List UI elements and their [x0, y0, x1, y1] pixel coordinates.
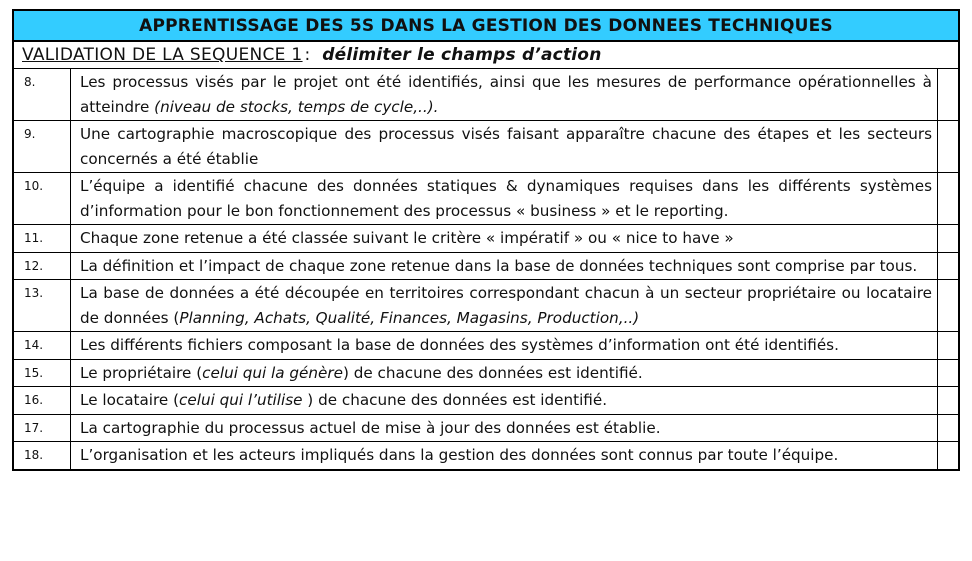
- validation-checkbox-cell[interactable]: [938, 173, 959, 225]
- criteria-row: [14, 225, 958, 253]
- validation-checkbox-cell[interactable]: [938, 252, 959, 280]
- criteria-text: [71, 225, 938, 253]
- criteria-row: [14, 442, 958, 469]
- criteria-number: 16.: [14, 387, 71, 415]
- criteria-row: [14, 414, 958, 442]
- criteria-text-segment: La base de données a été découpée en territoires correspondant chacun à un secteur propriétaire ou locataire de données (: [80, 284, 932, 327]
- criteria-number: 12.: [14, 252, 71, 280]
- criteria-text-segment: Le locataire (: [80, 391, 180, 409]
- criteria-text: [71, 280, 938, 332]
- criteria-text: [71, 332, 938, 360]
- criteria-text: [71, 69, 938, 121]
- validation-checkbox-cell[interactable]: [938, 69, 959, 121]
- criteria-text-italic: celui qui la génère: [202, 363, 343, 382]
- criteria-number: 13.: [14, 280, 71, 332]
- criteria-number: 14.: [14, 332, 71, 360]
- criteria-table: [14, 69, 958, 469]
- document-title: APPRENTISSAGE DES 5S DANS LA GESTION DES DONNEES TECHNIQUES: [139, 15, 833, 36]
- criteria-row: [14, 359, 958, 387]
- validation-checkbox-cell[interactable]: [938, 442, 959, 469]
- criteria-number: 9.: [14, 121, 71, 173]
- criteria-number: 10.: [14, 173, 71, 225]
- criteria-text-segment: Les processus visés par le projet ont été identifiés, ainsi que les mesures de performance opérationnelles à atteindre: [80, 73, 932, 116]
- criteria-text: [71, 442, 938, 469]
- sequence-colon: :: [304, 45, 311, 65]
- validation-checkbox-cell[interactable]: [938, 121, 959, 173]
- criteria-text-segment: Le propriétaire (: [80, 363, 203, 382]
- validation-checkbox-cell[interactable]: [938, 414, 959, 442]
- validation-checkbox-cell[interactable]: [938, 359, 959, 387]
- criteria-text-italic: celui qui l’utilise: [179, 391, 303, 409]
- criteria-text: [71, 121, 938, 173]
- criteria-number: 15.: [14, 359, 71, 387]
- criteria-text-italic: Planning, Achats, Qualité, Finances, Magasins, Production,..): [179, 308, 640, 327]
- criteria-text-segment: La cartographie du processus actuel de mise à jour des données est établie.: [80, 418, 661, 437]
- criteria-row: [14, 332, 958, 360]
- validation-checkbox-cell[interactable]: [938, 225, 959, 253]
- criteria-number: 17.: [14, 414, 71, 442]
- criteria-text: [71, 414, 938, 442]
- criteria-text: [71, 173, 938, 225]
- criteria-text-segment: ) de chacune des données est identifié.: [302, 391, 608, 409]
- sequence-topic: délimiter le champs d’action: [322, 45, 602, 65]
- criteria-text-segment: Les différents fichiers composant la base de données des systèmes d’information ont été identifiés.: [80, 336, 839, 354]
- sequence-label: VALIDATION DE LA SEQUENCE 1: [22, 45, 303, 65]
- criteria-text: [71, 387, 938, 415]
- validation-checkbox-cell[interactable]: [938, 387, 959, 415]
- validation-checkbox-cell[interactable]: [938, 280, 959, 332]
- sequence-header: [14, 42, 958, 69]
- criteria-number: 18.: [14, 442, 71, 469]
- criteria-text-italic: (niveau de stocks, temps de cycle,..).: [154, 97, 439, 116]
- criteria-text-segment: Chaque zone retenue a été classée suivant le critère « impératif » ou « nice to have »: [80, 229, 734, 247]
- criteria-text-segment: La définition et l’impact de chaque zone retenue dans la base de données techniques sont comprise par tous.: [80, 256, 918, 275]
- criteria-row: [14, 280, 958, 332]
- document-title-bar: [14, 11, 958, 42]
- criteria-number: 11.: [14, 225, 71, 253]
- criteria-text: [71, 252, 938, 280]
- criteria-row: [14, 69, 958, 121]
- criteria-row: [14, 121, 958, 173]
- criteria-text-segment: L’équipe a identifié chacune des données statiques & dynamiques requises dans les différents systèmes d’information pour le bon fonctionnement des processus « business » et le reporting.: [80, 177, 932, 220]
- criteria-text-segment: L’organisation et les acteurs impliqués dans la gestion des données sont connus par toute l’équipe.: [80, 446, 839, 464]
- criteria-row: [14, 252, 958, 280]
- criteria-text-segment: ) de chacune des données est identifié.: [342, 363, 643, 382]
- criteria-text: [71, 359, 938, 387]
- criteria-text-segment: Une cartographie macroscopique des processus visés faisant apparaître chacune des étapes et les secteurs concernés a été établie: [80, 125, 932, 168]
- criteria-number: 8.: [14, 69, 71, 121]
- checklist-sheet: [12, 9, 960, 471]
- validation-checkbox-cell[interactable]: [938, 332, 959, 360]
- criteria-row: [14, 387, 958, 415]
- criteria-row: [14, 173, 958, 225]
